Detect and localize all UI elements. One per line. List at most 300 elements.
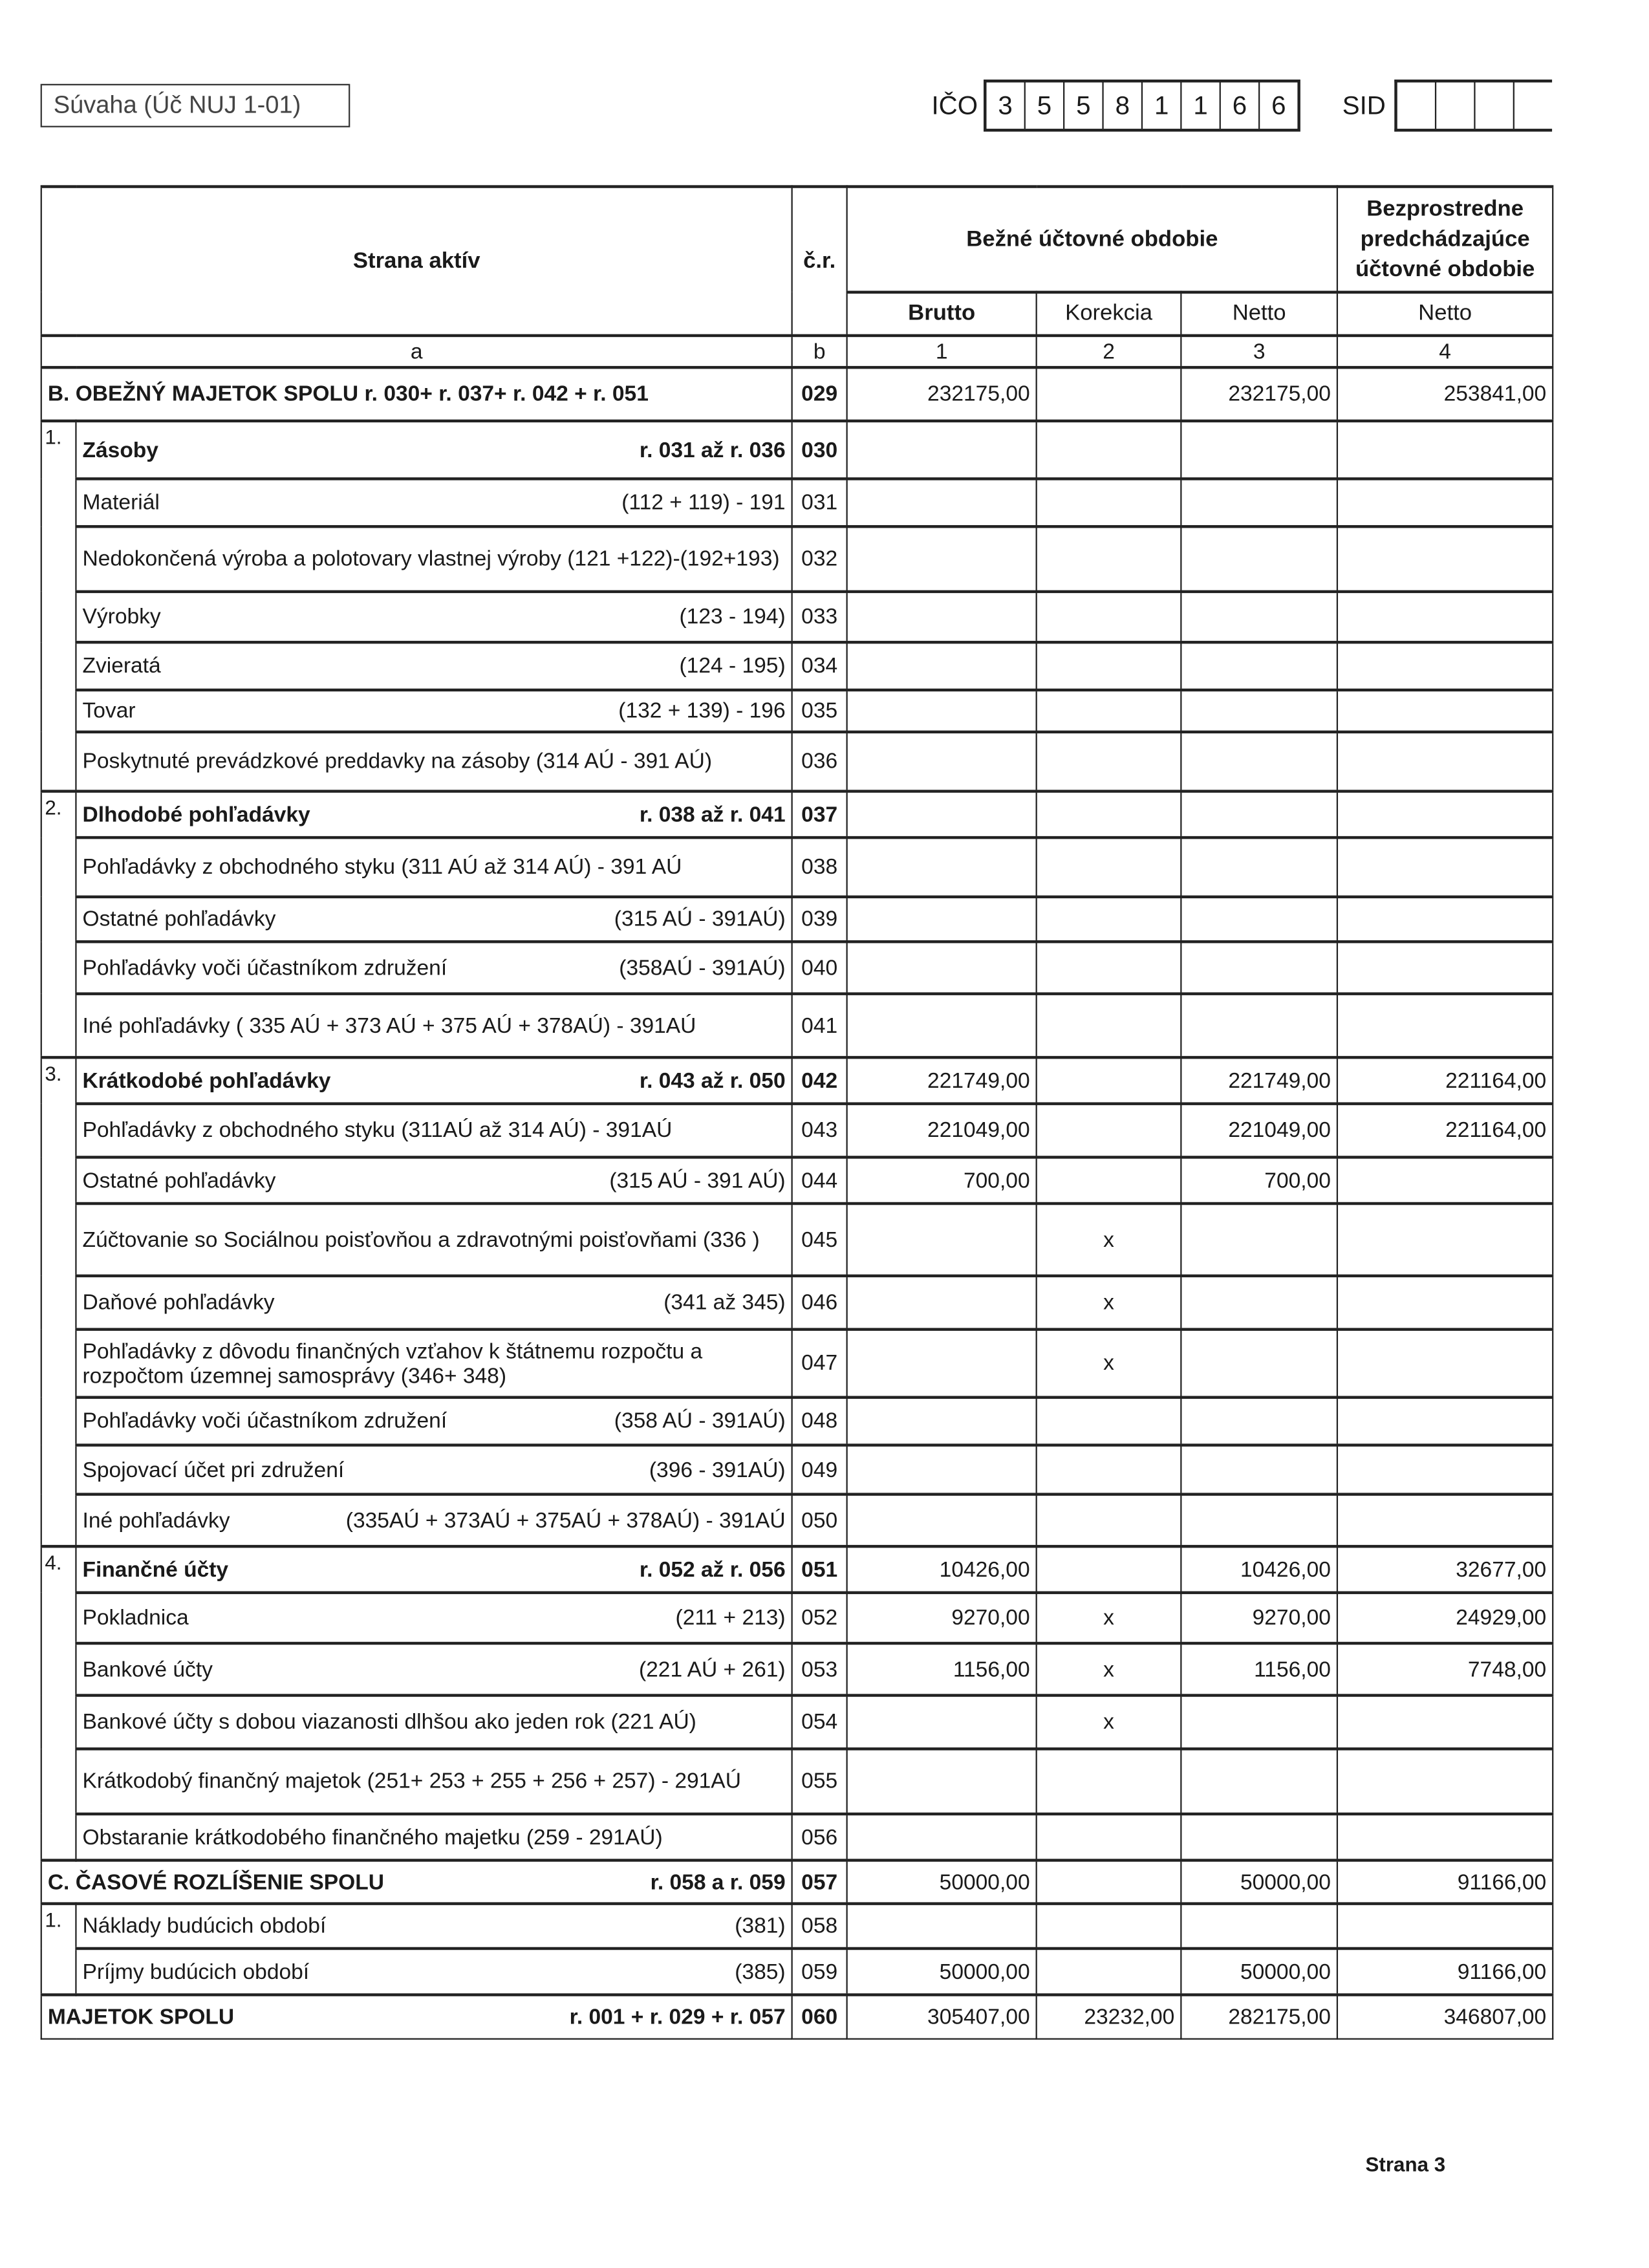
netto-previous-value bbox=[1337, 479, 1553, 526]
table-row bbox=[41, 1643, 1553, 1696]
row-label-cell bbox=[76, 592, 792, 642]
row-label-cell bbox=[76, 526, 792, 592]
row-label: Ostatné pohľadávky bbox=[82, 907, 276, 932]
sid-box bbox=[1514, 82, 1552, 129]
row-number: 049 bbox=[792, 1445, 847, 1495]
korekcia-value: x bbox=[1037, 1204, 1181, 1276]
netto-previous-value: 221164,00 bbox=[1337, 1057, 1553, 1104]
row-number: 044 bbox=[792, 1157, 847, 1204]
row-formula: (358 AÚ - 391AÚ) bbox=[614, 1409, 786, 1434]
table-row bbox=[41, 1276, 1553, 1330]
netto-value bbox=[1181, 690, 1337, 732]
netto-previous-value bbox=[1337, 1445, 1553, 1495]
row-formula: (335AÚ + 373AÚ + 375AÚ + 378AÚ) - 391AÚ bbox=[345, 1507, 786, 1533]
row-label-cell bbox=[76, 1696, 792, 1749]
table-row bbox=[41, 792, 1553, 838]
row-label: Zásoby bbox=[82, 437, 158, 462]
netto-previous-value bbox=[1337, 642, 1553, 690]
korekcia-value bbox=[1037, 367, 1181, 421]
index-4: 4 bbox=[1337, 336, 1553, 367]
row-label: Pohľadávky z dôvodu finančných vzťahov k štátnemu rozpočtu a rozpočtom územnej samosprávy (346+ 348) bbox=[82, 1339, 703, 1388]
row-label: Zvieratá bbox=[82, 654, 161, 679]
brutto-value: 50000,00 bbox=[847, 1949, 1037, 1995]
row-number: 059 bbox=[792, 1949, 847, 1995]
ico-digit: 1 bbox=[1143, 82, 1181, 129]
row-label: Finančné účty bbox=[82, 1557, 229, 1582]
ico-digit: 3 bbox=[987, 82, 1026, 129]
brutto-value bbox=[847, 1495, 1037, 1547]
netto-previous-value bbox=[1337, 792, 1553, 838]
korekcia-value: x bbox=[1037, 1276, 1181, 1330]
col-korekcia: Korekcia bbox=[1037, 292, 1181, 336]
table-row bbox=[41, 1814, 1553, 1861]
row-label-cell bbox=[41, 1995, 792, 2038]
row-number: 035 bbox=[792, 690, 847, 732]
table-row bbox=[41, 367, 1553, 421]
brutto-value bbox=[847, 690, 1037, 732]
brutto-value: 221049,00 bbox=[847, 1104, 1037, 1158]
row-label-cell bbox=[76, 1546, 792, 1593]
ico-digit: 1 bbox=[1182, 82, 1221, 129]
row-label-cell bbox=[76, 792, 792, 838]
row-label: Pohľadávky voči účastníkom združení bbox=[82, 1409, 447, 1434]
row-formula: (221 AÚ + 261) bbox=[638, 1657, 786, 1682]
col-netto: Netto bbox=[1181, 292, 1337, 336]
netto-value: 1156,00 bbox=[1181, 1643, 1337, 1696]
row-label-cell bbox=[76, 1104, 792, 1158]
netto-value: 232175,00 bbox=[1181, 367, 1337, 421]
col-cr: č.r. bbox=[792, 187, 847, 336]
netto-previous-value bbox=[1337, 526, 1553, 592]
korekcia-value bbox=[1037, 994, 1181, 1057]
row-label-cell bbox=[41, 367, 792, 421]
korekcia-value: x bbox=[1037, 1696, 1181, 1749]
section-number: 3. bbox=[41, 1057, 76, 1546]
korekcia-value bbox=[1037, 1861, 1181, 1904]
row-number: 057 bbox=[792, 1861, 847, 1904]
row-number: 052 bbox=[792, 1593, 847, 1643]
netto-value bbox=[1181, 592, 1337, 642]
netto-previous-value bbox=[1337, 994, 1553, 1057]
netto-value bbox=[1181, 479, 1337, 526]
brutto-value bbox=[847, 1814, 1037, 1861]
netto-previous-value bbox=[1337, 1398, 1553, 1445]
row-label-cell bbox=[76, 1157, 792, 1204]
netto-value bbox=[1181, 1814, 1337, 1861]
row-formula: r. 001 + r. 029 + r. 057 bbox=[569, 2004, 786, 2029]
row-number: 060 bbox=[792, 1995, 847, 2038]
korekcia-value bbox=[1037, 732, 1181, 792]
korekcia-value bbox=[1037, 690, 1181, 732]
netto-previous-value: 346807,00 bbox=[1337, 1995, 1553, 2038]
table-row bbox=[41, 1330, 1553, 1398]
table-row bbox=[41, 421, 1553, 479]
netto-value bbox=[1181, 421, 1337, 479]
netto-previous-value bbox=[1337, 1904, 1553, 1949]
row-label: Pokladnica bbox=[82, 1605, 189, 1630]
korekcia-value bbox=[1037, 897, 1181, 942]
brutto-value bbox=[847, 792, 1037, 838]
table-row bbox=[41, 526, 1553, 592]
row-label: Obstaranie krátkodobého finančného majetku (259 - 291AÚ) bbox=[82, 1824, 663, 1850]
index-b: b bbox=[792, 336, 847, 367]
netto-value bbox=[1181, 1204, 1337, 1276]
row-label-cell bbox=[76, 690, 792, 732]
netto-value: 221749,00 bbox=[1181, 1057, 1337, 1104]
netto-previous-value bbox=[1337, 1749, 1553, 1814]
row-label-cell bbox=[76, 1814, 792, 1861]
brutto-value: 700,00 bbox=[847, 1157, 1037, 1204]
netto-previous-value: 24929,00 bbox=[1337, 1593, 1553, 1643]
row-number: 050 bbox=[792, 1495, 847, 1547]
korekcia-value: x bbox=[1037, 1330, 1181, 1398]
netto-previous-value bbox=[1337, 897, 1553, 942]
netto-value: 282175,00 bbox=[1181, 1995, 1337, 2038]
row-number: 041 bbox=[792, 994, 847, 1057]
row-number: 045 bbox=[792, 1204, 847, 1276]
korekcia-value bbox=[1037, 1749, 1181, 1814]
table-row bbox=[41, 642, 1553, 690]
korekcia-value bbox=[1037, 792, 1181, 838]
brutto-value: 10426,00 bbox=[847, 1546, 1037, 1593]
ico-label: IČO bbox=[931, 90, 978, 120]
netto-value bbox=[1181, 732, 1337, 792]
netto-value: 50000,00 bbox=[1181, 1949, 1337, 1995]
row-label: Príjmy budúcich období bbox=[82, 1959, 310, 1984]
korekcia-value bbox=[1037, 1495, 1181, 1547]
table-row bbox=[41, 942, 1553, 994]
brutto-value bbox=[847, 421, 1037, 479]
col-strana-aktiv: Strana aktív bbox=[41, 187, 792, 336]
row-formula: (123 - 194) bbox=[679, 604, 786, 630]
netto-value: 221049,00 bbox=[1181, 1104, 1337, 1158]
assets-table bbox=[41, 185, 1554, 2038]
row-number: 037 bbox=[792, 792, 847, 838]
brutto-value: 50000,00 bbox=[847, 1861, 1037, 1904]
netto-previous-value bbox=[1337, 837, 1553, 897]
table-row bbox=[41, 1696, 1553, 1749]
brutto-value bbox=[847, 942, 1037, 994]
row-formula: r. 058 a r. 059 bbox=[650, 1870, 786, 1895]
brutto-value bbox=[847, 897, 1037, 942]
netto-value bbox=[1181, 1495, 1337, 1547]
row-number: 039 bbox=[792, 897, 847, 942]
col-netto-previous: Netto bbox=[1337, 292, 1553, 336]
row-number: 043 bbox=[792, 1104, 847, 1158]
netto-previous-value bbox=[1337, 1696, 1553, 1749]
row-label-cell bbox=[76, 1904, 792, 1949]
row-label-cell bbox=[76, 479, 792, 526]
netto-value: 10426,00 bbox=[1181, 1546, 1337, 1593]
row-label-cell bbox=[76, 994, 792, 1057]
table-row bbox=[41, 1398, 1553, 1445]
table-row bbox=[41, 897, 1553, 942]
table-row bbox=[41, 1057, 1553, 1104]
index-1: 1 bbox=[847, 336, 1037, 367]
row-label-cell bbox=[76, 1204, 792, 1276]
section-number: 1. bbox=[41, 1904, 76, 1995]
korekcia-value bbox=[1037, 1949, 1181, 1995]
row-formula: r. 038 až r. 041 bbox=[639, 802, 786, 827]
netto-previous-value: 7748,00 bbox=[1337, 1643, 1553, 1696]
sid-box bbox=[1397, 82, 1436, 129]
netto-value bbox=[1181, 1276, 1337, 1330]
netto-value: 9270,00 bbox=[1181, 1593, 1337, 1643]
brutto-value: 1156,00 bbox=[847, 1643, 1037, 1696]
table-row bbox=[41, 837, 1553, 897]
brutto-value bbox=[847, 1276, 1037, 1330]
netto-value: 700,00 bbox=[1181, 1157, 1337, 1204]
brutto-value: 221749,00 bbox=[847, 1057, 1037, 1104]
row-formula: r. 031 až r. 036 bbox=[639, 437, 786, 462]
row-number: 056 bbox=[792, 1814, 847, 1861]
row-label-cell bbox=[76, 1593, 792, 1643]
brutto-value bbox=[847, 1749, 1037, 1814]
korekcia-value bbox=[1037, 421, 1181, 479]
netto-previous-value bbox=[1337, 1157, 1553, 1204]
netto-previous-value: 32677,00 bbox=[1337, 1546, 1553, 1593]
row-label: Krátkodobé pohľadávky bbox=[82, 1068, 331, 1093]
row-label-cell bbox=[76, 1276, 792, 1330]
ico-digit: 8 bbox=[1104, 82, 1143, 129]
index-2: 2 bbox=[1037, 336, 1181, 367]
korekcia-value bbox=[1037, 1445, 1181, 1495]
ico-digit: 5 bbox=[1064, 82, 1103, 129]
netto-previous-value bbox=[1337, 1276, 1553, 1330]
row-label-cell bbox=[76, 732, 792, 792]
korekcia-value bbox=[1037, 942, 1181, 994]
netto-value bbox=[1181, 994, 1337, 1057]
row-number: 046 bbox=[792, 1276, 847, 1330]
row-label: Krátkodobý finančný majetok (251+ 253 + 255 + 256 + 257) - 291AÚ bbox=[82, 1769, 741, 1794]
korekcia-value bbox=[1037, 1398, 1181, 1445]
row-label-cell bbox=[76, 642, 792, 690]
row-label: Ostatné pohľadávky bbox=[82, 1168, 276, 1193]
brutto-value bbox=[847, 1696, 1037, 1749]
table-row bbox=[41, 1904, 1553, 1949]
row-number: 033 bbox=[792, 592, 847, 642]
row-formula: r. 043 až r. 050 bbox=[639, 1068, 786, 1093]
brutto-value bbox=[847, 1204, 1037, 1276]
korekcia-value: x bbox=[1037, 1593, 1181, 1643]
table-row bbox=[41, 479, 1553, 526]
sid-label: SID bbox=[1342, 90, 1386, 120]
row-formula: (358AÚ - 391AÚ) bbox=[619, 955, 786, 980]
brutto-value bbox=[847, 732, 1037, 792]
row-label-cell bbox=[76, 1445, 792, 1495]
netto-value bbox=[1181, 1749, 1337, 1814]
table-row bbox=[41, 1157, 1553, 1204]
row-label-cell bbox=[76, 1949, 792, 1995]
korekcia-value bbox=[1037, 1546, 1181, 1593]
table-row bbox=[41, 1546, 1553, 1593]
korekcia-value bbox=[1037, 526, 1181, 592]
brutto-value bbox=[847, 1445, 1037, 1495]
row-label: Materiál bbox=[82, 490, 160, 515]
netto-value bbox=[1181, 897, 1337, 942]
ico-digit-boxes bbox=[984, 80, 1300, 132]
netto-previous-value: 221164,00 bbox=[1337, 1104, 1553, 1158]
korekcia-value bbox=[1037, 1157, 1181, 1204]
row-number: 038 bbox=[792, 837, 847, 897]
brutto-value bbox=[847, 526, 1037, 592]
row-label: Pohľadávky z obchodného styku (311AÚ až 314 AÚ) - 391AÚ bbox=[82, 1118, 673, 1143]
sid-box bbox=[1476, 82, 1514, 129]
row-label-cell bbox=[76, 1495, 792, 1547]
netto-value bbox=[1181, 1696, 1337, 1749]
row-label: B. OBEŽNÝ MAJETOK SPOLU r. 030+ r. 037+ r. 042 + r. 051 bbox=[47, 382, 649, 407]
section-number: 2. bbox=[41, 792, 76, 1058]
row-label: Tovar bbox=[82, 698, 136, 724]
row-label: Pohľadávky voči účastníkom združení bbox=[82, 955, 447, 980]
row-formula: (341 až 345) bbox=[663, 1290, 786, 1315]
row-label-cell bbox=[76, 1398, 792, 1445]
ico-digit: 6 bbox=[1221, 82, 1260, 129]
row-formula: (211 + 213) bbox=[675, 1605, 786, 1630]
row-label-cell bbox=[76, 837, 792, 897]
row-number: 048 bbox=[792, 1398, 847, 1445]
netto-previous-value bbox=[1337, 1495, 1553, 1547]
row-formula: (112 + 119) - 191 bbox=[621, 490, 786, 515]
korekcia-value: 23232,00 bbox=[1037, 1995, 1181, 2038]
row-number: 047 bbox=[792, 1330, 847, 1398]
row-label: MAJETOK SPOLU bbox=[47, 2004, 235, 2029]
netto-previous-value bbox=[1337, 1330, 1553, 1398]
netto-previous-value bbox=[1337, 1814, 1553, 1861]
korekcia-value bbox=[1037, 1057, 1181, 1104]
table-row bbox=[41, 1995, 1553, 2038]
row-label: Iné pohľadávky ( 335 AÚ + 373 AÚ + 375 AÚ + 378AÚ) - 391AÚ bbox=[82, 1013, 696, 1038]
brutto-value bbox=[847, 994, 1037, 1057]
row-formula: (381) bbox=[735, 1914, 786, 1939]
ico-field bbox=[931, 80, 1300, 132]
row-label-cell bbox=[76, 1057, 792, 1104]
netto-value: 50000,00 bbox=[1181, 1861, 1337, 1904]
sid-box bbox=[1436, 82, 1475, 129]
table-row bbox=[41, 1861, 1553, 1904]
netto-value bbox=[1181, 526, 1337, 592]
col-brutto: Brutto bbox=[847, 292, 1037, 336]
row-label: C. ČASOVÉ ROZLÍŠENIE SPOLU bbox=[47, 1870, 384, 1895]
col-current-period: Bežné účtovné obdobie bbox=[847, 187, 1337, 292]
brutto-value bbox=[847, 1330, 1037, 1398]
row-number: 029 bbox=[792, 367, 847, 421]
row-label-cell bbox=[76, 1330, 792, 1398]
section-number: 1. bbox=[41, 421, 76, 792]
table-row bbox=[41, 592, 1553, 642]
row-formula: (124 - 195) bbox=[679, 654, 786, 679]
row-number: 053 bbox=[792, 1643, 847, 1696]
row-number: 051 bbox=[792, 1546, 847, 1593]
row-formula: (385) bbox=[735, 1959, 786, 1984]
form-title: Súvaha (Úč NUJ 1-01) bbox=[41, 84, 350, 127]
row-label: Daňové pohľadávky bbox=[82, 1290, 275, 1315]
netto-value bbox=[1181, 1445, 1337, 1495]
row-number: 055 bbox=[792, 1749, 847, 1814]
brutto-value bbox=[847, 479, 1037, 526]
row-label-cell bbox=[41, 1861, 792, 1904]
row-label: Náklady budúcich období bbox=[82, 1914, 327, 1939]
korekcia-value bbox=[1037, 837, 1181, 897]
page-number: Strana 3 bbox=[1365, 2152, 1446, 2176]
netto-previous-value bbox=[1337, 942, 1553, 994]
row-label: Bankové účty s dobou viazanosti dlhšou ako jeden rok (221 AÚ) bbox=[82, 1709, 696, 1734]
brutto-value: 232175,00 bbox=[847, 367, 1037, 421]
netto-previous-value: 91166,00 bbox=[1337, 1949, 1553, 1995]
korekcia-value bbox=[1037, 1104, 1181, 1158]
korekcia-value bbox=[1037, 1904, 1181, 1949]
row-label: Iné pohľadávky bbox=[82, 1507, 230, 1533]
table-row bbox=[41, 1104, 1553, 1158]
table-row bbox=[41, 994, 1553, 1057]
netto-value bbox=[1181, 942, 1337, 994]
row-formula: (396 - 391AÚ) bbox=[649, 1457, 786, 1482]
row-number: 042 bbox=[792, 1057, 847, 1104]
korekcia-value: x bbox=[1037, 1643, 1181, 1696]
netto-value bbox=[1181, 642, 1337, 690]
col-previous-period: Bezprostredne predchádzajúce účtovné obdobie bbox=[1337, 187, 1553, 292]
row-formula: (315 AÚ - 391AÚ) bbox=[614, 907, 786, 932]
korekcia-value bbox=[1037, 642, 1181, 690]
netto-value bbox=[1181, 1904, 1337, 1949]
korekcia-value bbox=[1037, 479, 1181, 526]
row-number: 058 bbox=[792, 1904, 847, 1949]
row-formula: r. 052 až r. 056 bbox=[639, 1557, 786, 1582]
row-label: Poskytnuté prevádzkové preddavky na zásoby (314 AÚ - 391 AÚ) bbox=[82, 749, 713, 774]
ico-digit: 6 bbox=[1271, 90, 1286, 120]
row-label: Nedokončená výroba a polotovary vlastnej výroby (121 +122)-(192+193) bbox=[82, 546, 780, 572]
brutto-value: 9270,00 bbox=[847, 1593, 1037, 1643]
row-number: 036 bbox=[792, 732, 847, 792]
netto-value bbox=[1181, 1398, 1337, 1445]
row-number: 031 bbox=[792, 479, 847, 526]
table-row bbox=[41, 1949, 1553, 1995]
korekcia-value bbox=[1037, 1814, 1181, 1861]
row-label-cell bbox=[76, 942, 792, 994]
table-row bbox=[41, 1749, 1553, 1814]
row-label-cell bbox=[76, 897, 792, 942]
table-row bbox=[41, 1204, 1553, 1276]
netto-value bbox=[1181, 1330, 1337, 1398]
row-number: 030 bbox=[792, 421, 847, 479]
table-row bbox=[41, 1495, 1553, 1547]
row-label: Spojovací účet pri združení bbox=[82, 1457, 345, 1482]
table-row bbox=[41, 732, 1553, 792]
netto-previous-value bbox=[1337, 592, 1553, 642]
table-row bbox=[41, 690, 1553, 732]
row-number: 034 bbox=[792, 642, 847, 690]
netto-value bbox=[1181, 837, 1337, 897]
row-label: Pohľadávky z obchodného styku (311 AÚ až 314 AÚ) - 391 AÚ bbox=[82, 854, 682, 880]
row-number: 040 bbox=[792, 942, 847, 994]
row-formula: (132 + 139) - 196 bbox=[618, 698, 786, 724]
netto-previous-value bbox=[1337, 732, 1553, 792]
row-label-cell bbox=[76, 1749, 792, 1814]
row-label: Zúčtovanie so Sociálnou poisťovňou a zdravotnými poisťovňami (336 ) bbox=[82, 1227, 760, 1252]
netto-previous-value: 253841,00 bbox=[1337, 367, 1553, 421]
brutto-value bbox=[847, 1904, 1037, 1949]
section-number: 4. bbox=[41, 1546, 76, 1860]
row-label: Výrobky bbox=[82, 604, 161, 630]
brutto-value bbox=[847, 837, 1037, 897]
index-3: 3 bbox=[1181, 336, 1337, 367]
brutto-value bbox=[847, 592, 1037, 642]
table-row bbox=[41, 1445, 1553, 1495]
row-number: 054 bbox=[792, 1696, 847, 1749]
row-label: Bankové účty bbox=[82, 1657, 213, 1682]
row-label-cell bbox=[76, 1643, 792, 1696]
brutto-value bbox=[847, 1398, 1037, 1445]
